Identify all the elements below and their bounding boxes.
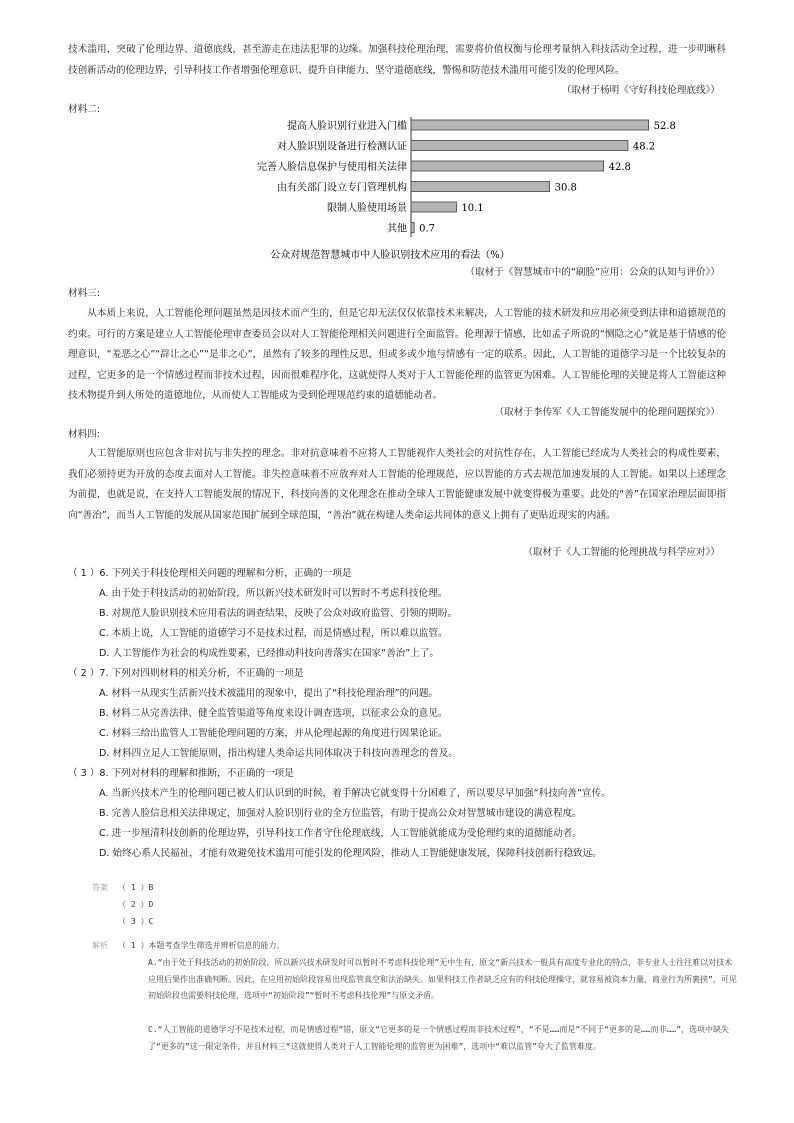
question-1-option-d: D. 人工智能作为社会的构成性要素，已经推动科技向善落实在国家“善治”上了。	[99, 648, 440, 659]
chart-category-label: 其他	[387, 223, 407, 235]
question-3-option-b: B. 完善人脸信息相关法律规定，加强对人脸识别行业的全方位监管，有助于提高公众对智慧城市建设的满意程度。	[99, 808, 582, 819]
question-2-option-b: B. 材料二从完善法律、健全监管渠道等角度来设计调查选项，以征求公众的意见。	[99, 708, 448, 719]
material1-source: （取材于杨明《守好科技伦理底线》）	[561, 85, 720, 96]
question-3-stem: （ 3 ）8. 下列对材料的理解和推断，不正确的一项是	[68, 768, 294, 779]
question-2-option-c: C. 材料三给出监管人工智能伦理问题的方案，并从伦理起源的角度进行因果论证。	[99, 728, 448, 739]
chart-category-label: 限制人脸使用场景	[327, 203, 407, 214]
chart-category-label: 完善人脸信息保护与使用相关法律	[257, 162, 407, 173]
chart-category-label: 提高人脸识别行业进入门槛	[287, 121, 407, 132]
analysis-intro: （ 1 ）本题考查学生筛选并辨析信息的能力。	[118, 941, 285, 950]
question-1-option-b: B. 对规范人脸识别技术应用看法的调查结果，反映了公众对政府监管、引领的期盼。	[99, 608, 458, 619]
question-1-option-a: A. 由于处于科技活动的初始阶段，所以新兴技术研发时可以暂时不考虑科技伦理。	[99, 588, 448, 599]
chart-bar	[411, 223, 414, 233]
chart-bar	[411, 141, 628, 151]
survey-bar-chart	[200, 115, 676, 265]
answer-label: 答案	[92, 883, 108, 892]
chart-value-label: 0.7	[419, 223, 436, 235]
chart-value-label: 30.8	[554, 182, 577, 194]
chart-category-label: 对人脸识别设备进行检测认证	[277, 141, 407, 153]
material4-paragraph: 人工智能原则也应包含非对抗与非失控的理念。非对抗意味着不应将人工智能视作人类社会的对抗性存在，人工智能已经成为人类社会的构成性要素，我们必须持更为开放的态度去面对人工智能。非失控意味着不应放弃对人工智能的伦理规范，应以智能的方式去规范加速发展的人工智能。如果以上述理念为前提，也就是说，在支持人工智能发展的情况下，科技向善的文化理念在推动全球人工智能健康发展中就变得极为重要。此处的“善”在国家治理层面即指向“善治”，而当人工智能的发展从国家范围扩展到全球范围，“善治”就在构建人类命运共同体的意义上拥有了更贴近现实的内涵。	[68, 448, 726, 521]
analysis-label: 解析	[92, 941, 108, 950]
question-2-option-a: A. 材料一从现实生活新兴技术被滥用的现象中，提出了“科技伦理治理”的问题。	[99, 688, 439, 699]
chart-value-label: 42.8	[608, 162, 631, 173]
chart-category-label: 由有关部门设立专门管理机构	[277, 182, 407, 194]
material4-source: （取材于《人工智能的伦理挑战与科学应对》）	[523, 547, 720, 558]
chart-value-label: 10.1	[461, 203, 484, 214]
chart-value-label: 48.2	[632, 141, 656, 153]
chart-value-label: 52.8	[653, 121, 676, 132]
question-2-stem: （ 2 ）7. 下列对四则材料的相关分析，不正确的一项是	[68, 668, 304, 679]
material2-source: （取材于《智慧城市中的“刷脸”应用：公众的认知与评价》）	[465, 267, 720, 278]
question-3-option-a: A. 当新兴技术产生的伦理问题已被人们认识到的时候，着手解决它就变得十分困难了，所以要尽早加强“科技向善”宣传。	[99, 788, 611, 799]
answer-item-3: （ 3 ）C	[118, 917, 154, 926]
question-1-option-c: C. 本质上说，人工智能的道德学习不是技术过程，而是情感过程，所以难以监管。	[99, 628, 448, 639]
question-3-option-d: D. 始终心系人民福祉，才能有效避免技术滥用可能引发的伦理风险，推动人工智能健康发展，保障科技创新行稳致远。	[99, 848, 602, 859]
question-2-option-d: D. 材料四立足人工智能原则，指出构建人类命运共同体取决于科技向善理念的普及。	[99, 748, 458, 759]
material4-label: 材料四:	[68, 429, 101, 440]
material3-label: 材料三:	[68, 288, 101, 299]
answer-item-2: （ 2 ）D	[118, 900, 154, 909]
material3-paragraph: 从本质上来说，人工智能伦理问题虽然是因技术而产生的，但是它却无法仅仅依靠技术来解决，人工智能的技术研发和应用必须受到法律和道德规范的约束。可行的方案是建立人工智能伦理审查委员会以对人工智能伦理相关问题进行全面监管。伦理源于情感，比如孟子所说的“恻隐之心”就是基于情感的伦理意识，“羞恶之心”“辞让之心”“是非之心”，虽然有了较多的理性反思，但或多或少地与情感有一定的联系。因此，人工智能的道德学习是一个比较复杂的过程，它更多的是一个情感过程而非技术过程，因而很难程序化，这就使得人类对于人工智能伦理的监管更为困难。人工智能伦理的关键是将人工智能这种技术物提升到人所处的道德地位，从而使人工智能成为受到伦理规范约束的道德能动者。	[68, 308, 726, 401]
chart-title: 公众对规范智慧城市中人脸识别技术应用的看法（%）	[270, 250, 510, 261]
chart-bar	[411, 202, 456, 212]
analysis-option-a: A.“由于处于科技活动的初始阶段，所以新兴技术研发时可以暂时不考虑科技伦理”无中生有，原文“新兴技术一般具有高度专业化的特点，非专业人士往往难以对技术应用后果作出准确判断。因此，在应用初始阶段容易出现监管真空和法治缺失。如果科技工作者缺乏应有的科技伦理操守，就容易被资本力量、商业行为所裹挟”，可见初始阶段也需要科技伦理，选项中“初始阶段”“暂时不考虑科技伦理”与原文矛盾。	[148, 958, 737, 1000]
chart-bar	[411, 161, 604, 171]
material1-tail-paragraph: 技术滥用，突破了伦理边界、道德底线，甚至游走在违法犯罪的边缘。加强科技伦理治理，需要将价值权衡与伦理考量纳入科技活动全过程，进一步明晰科技创新活动的伦理边界，引导科技工作者增强伦理意识、提升自律能力、坚守道德底线，警惕和防范技术滥用可能引发的伦理风险。	[68, 44, 726, 76]
question-3-option-c: C. 进一步厘清科技创新的伦理边界，引导科技工作者守住伦理底线，人工智能就能成为受伦理约束的道德能动者。	[99, 828, 582, 839]
chart-bar	[411, 120, 649, 130]
answer-item-1: （ 1 ）B	[118, 883, 154, 892]
question-1-stem: （ 1 ）6. 下列关于科技伦理相关问题的理解和分析，正确的一项是	[68, 568, 352, 579]
chart-bar	[411, 182, 550, 192]
analysis-option-c: C.“人工智能的道德学习不是技术过程，而是情感过程”错，原文“它更多的是一个情感过程而非技术过程”，“不是……而是”不同于“更多的是……而非……”，选项中缺失了“更多的”这一限定条件，并且材料三“这就使得人类对于人工智能伦理的监管更为困难”，选项中“难以监管”夸大了监管难度。	[148, 1025, 730, 1051]
material3-source: （取材于李传军《人工智能发展中的伦理问题探究》）	[494, 407, 720, 418]
material2-label: 材料二:	[68, 104, 101, 115]
